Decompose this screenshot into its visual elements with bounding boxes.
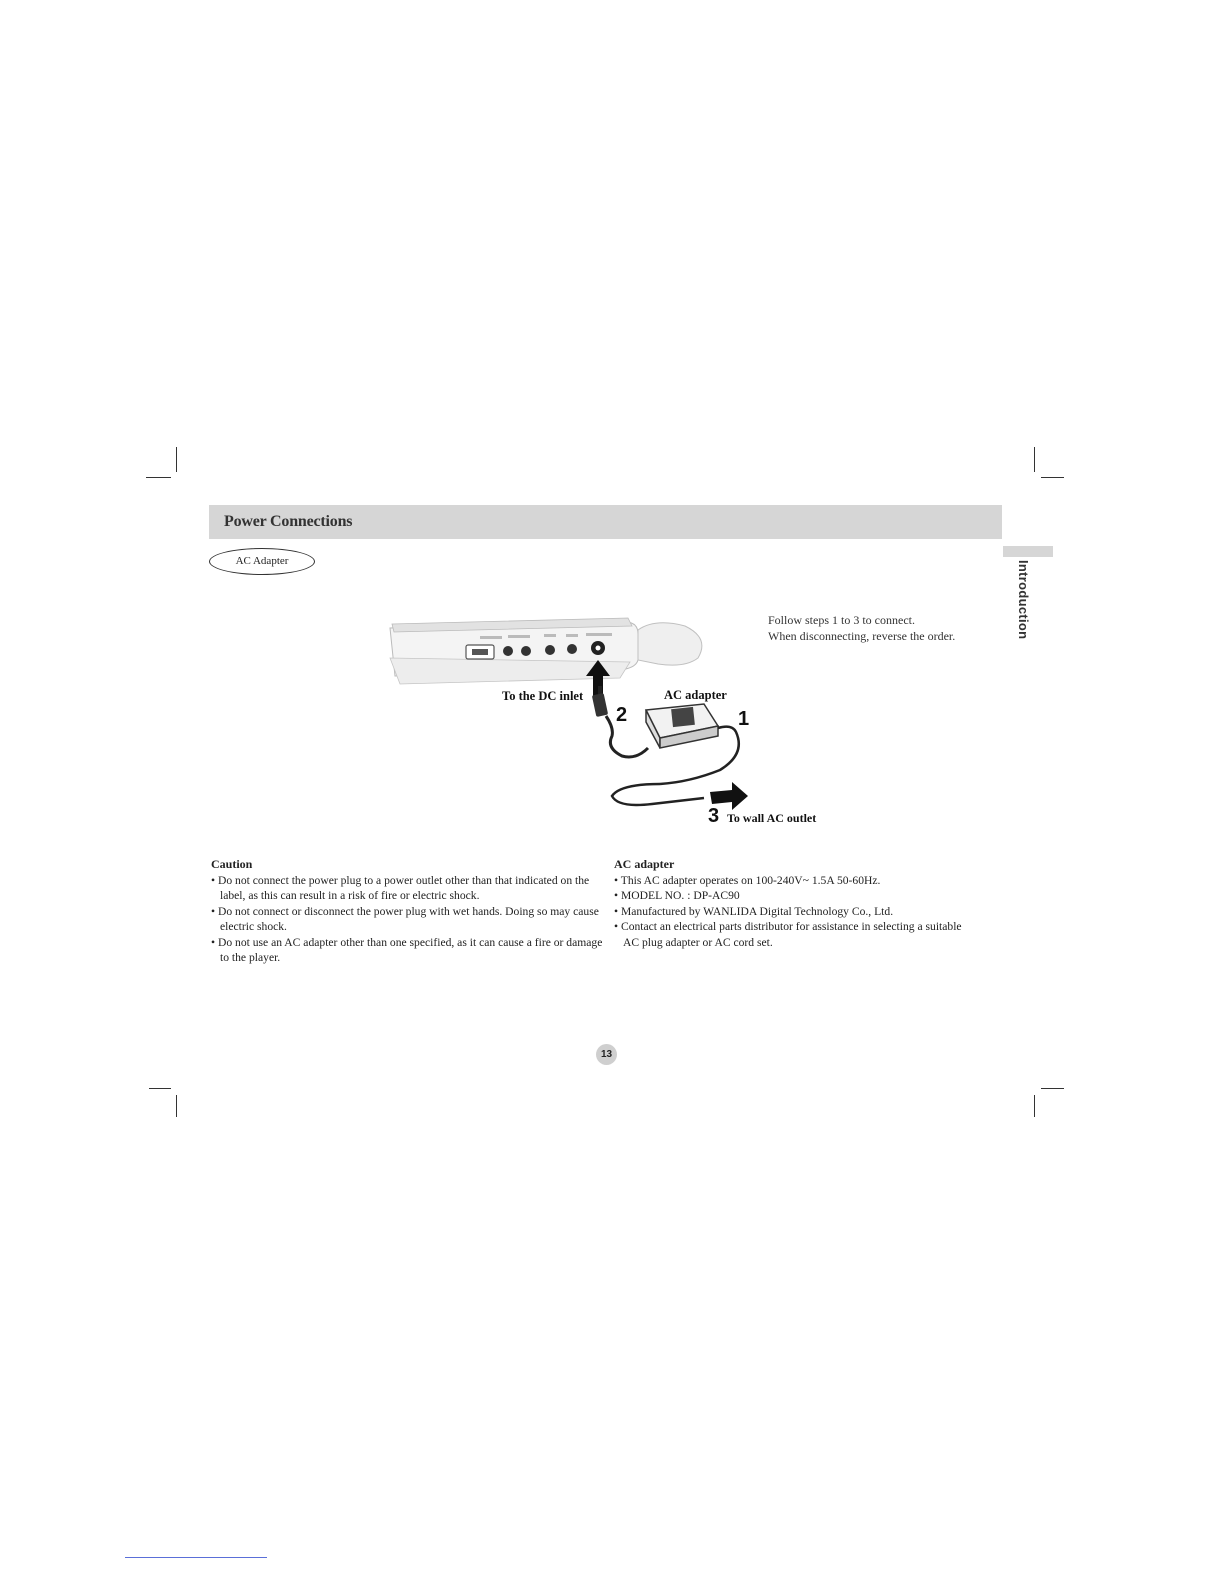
caution-list [211, 873, 606, 966]
wall-outlet-label: To wall AC outlet [727, 811, 817, 825]
step-1-label: 1 [738, 708, 750, 730]
dc-inlet-label: To the DC inlet [502, 689, 584, 703]
step-2-label: 2 [616, 704, 628, 726]
link-underline [125, 1557, 267, 1558]
adapter-info-item: • MODEL NO. : DP-AC90 [614, 888, 974, 904]
crop-mark [1041, 477, 1064, 478]
crop-mark [176, 1095, 177, 1117]
crop-mark [1041, 1088, 1064, 1089]
connection-illustration [380, 598, 850, 833]
crop-mark [146, 477, 171, 478]
instruction-line-2: When disconnecting, reverse the order. [768, 629, 956, 643]
caution-item: • Do not connect or disconnect the power plug with wet hands. Doing so may cause electric shock. [211, 904, 606, 935]
crop-mark [149, 1088, 171, 1089]
adapter-info-list [614, 873, 974, 951]
player-illustration [390, 618, 702, 684]
crop-mark [176, 447, 177, 472]
ac-adapter-pill: AC Adapter [209, 548, 315, 575]
adapter-info-item: • This AC adapter operates on 100-240V~ 1.5A 50-60Hz. [614, 873, 974, 889]
caution-heading: Caution [211, 857, 253, 871]
adapter-info-heading: AC adapter [614, 857, 675, 871]
instruction-line-1: Follow steps 1 to 3 to connect. [768, 613, 915, 627]
step-3-label: 3 [708, 805, 720, 827]
side-tab-label: Introduction [1016, 560, 1031, 640]
section-title: Power Connections [224, 513, 353, 530]
section-header [209, 505, 1002, 539]
adapter-info-item: • Manufactured by WANLIDA Digital Technology Co., Ltd. [614, 904, 974, 920]
crop-mark [1034, 447, 1035, 472]
caution-section [211, 857, 606, 966]
adapter-info-item: • Contact an electrical parts distributor for assistance in selecting a suitable AC plug adapter or AC cord set. [614, 919, 974, 950]
adapter-info-section [614, 857, 974, 950]
side-tab-marker [1003, 546, 1053, 557]
adapter-label: AC adapter [664, 688, 727, 702]
page-number: 13 [596, 1044, 617, 1065]
caution-item: • Do not use an AC adapter other than one specified, as it can cause a fire or damage to the player. [211, 935, 606, 966]
caution-item: • Do not connect the power plug to a power outlet other than that indicated on the label, as this can result in a risk of fire or electric shock. [211, 873, 606, 904]
crop-mark [1034, 1095, 1035, 1117]
ac-adapter-illustration [612, 704, 739, 805]
